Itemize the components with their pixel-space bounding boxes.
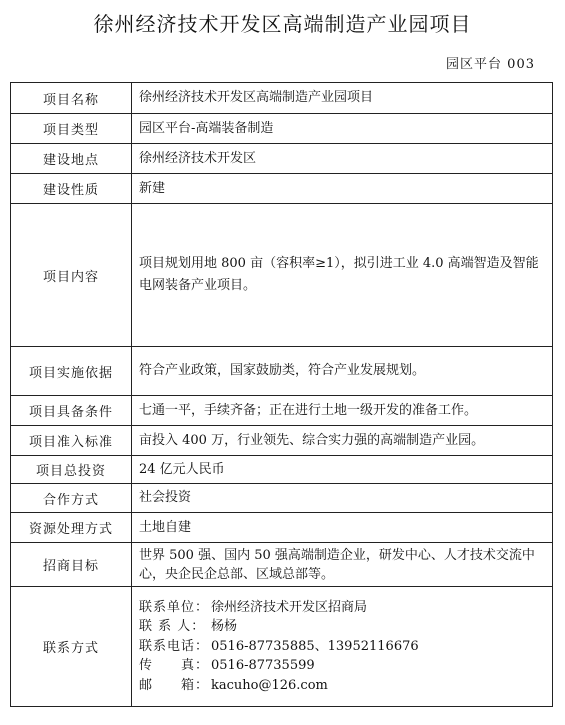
table-row [11, 456, 553, 484]
table-row [11, 114, 553, 144]
row-value: 徐州经济技术开发区高端制造产业园项目 [132, 83, 553, 114]
row-label: 项目名称 [11, 83, 132, 114]
contact-value: 徐州经济技术开发区招商局 [211, 599, 368, 615]
contact-key: 邮 箱： [139, 677, 210, 693]
table-row [11, 587, 553, 707]
row-label: 建设地点 [11, 144, 132, 174]
contact-value: 0516-87735885、13952116676 [211, 638, 419, 654]
contact-key: 联系电话： [139, 638, 210, 654]
row-value: 24 亿元人民币 [132, 456, 553, 484]
contact-line [139, 676, 548, 696]
contact-key: 联系单位： [139, 599, 210, 615]
table-row [11, 204, 553, 347]
table-row [11, 484, 553, 513]
table-row [11, 396, 553, 426]
row-label: 合作方式 [11, 484, 132, 513]
contact-email: kacuho@126.com [211, 677, 328, 693]
row-label: 建设性质 [11, 174, 132, 204]
row-value: 七通一平，手续齐备；正在进行土地一级开发的准备工作。 [132, 396, 553, 426]
table-row [11, 347, 553, 396]
row-label: 项目准入标准 [11, 426, 132, 456]
row-label: 项目具备条件 [11, 396, 132, 426]
row-value: 徐州经济技术开发区 [132, 144, 553, 174]
row-label: 项目内容 [11, 204, 132, 347]
contact-key: 传 真： [139, 658, 210, 674]
table-row [11, 513, 553, 543]
row-label: 项目实施依据 [11, 347, 132, 396]
table-row [11, 543, 553, 587]
row-value: 亩投入 400 万，行业领先、综合实力强的高端制造产业园。 [132, 426, 553, 456]
contact-value: 杨杨 [211, 619, 238, 635]
contact-line [139, 598, 548, 618]
row-value: 土地自建 [132, 513, 553, 543]
row-label: 项目总投资 [11, 456, 132, 484]
row-label: 招商目标 [11, 543, 132, 587]
row-label: 项目类型 [11, 114, 132, 144]
row-label: 资源处理方式 [11, 513, 132, 543]
row-value: 园区平台-高端装备制造 [132, 114, 553, 144]
document-code: 园区平台 003 [446, 57, 535, 72]
row-value: 新建 [132, 174, 553, 204]
row-value: 社会投资 [132, 484, 553, 513]
contact-line [139, 637, 548, 657]
contact-info [132, 587, 553, 707]
contact-label: 联系方式 [11, 587, 132, 707]
contact-line [139, 617, 548, 637]
table-row [11, 174, 553, 204]
contact-key: 联 系 人： [139, 619, 206, 635]
row-value: 世界 500 强、国内 50 强高端制造企业，研发中心、人才技术交流中心，央企民企总部、区域总部等。 [132, 543, 553, 587]
row-value: 项目规划用地 800 亩（容积率≥1），拟引进工业 4.0 高端智造及智能电网装备产业项目。 [132, 204, 553, 347]
contact-line [139, 656, 548, 676]
table-row [11, 426, 553, 456]
row-value: 符合产业政策，国家鼓励类，符合产业发展规划。 [132, 347, 553, 396]
document-title: 徐州经济技术开发区高端制造产业园项目 [93, 12, 472, 36]
contact-value: 0516-87735599 [211, 658, 315, 674]
project-info-table [10, 82, 553, 707]
table-row [11, 83, 553, 114]
table-row [11, 144, 553, 174]
